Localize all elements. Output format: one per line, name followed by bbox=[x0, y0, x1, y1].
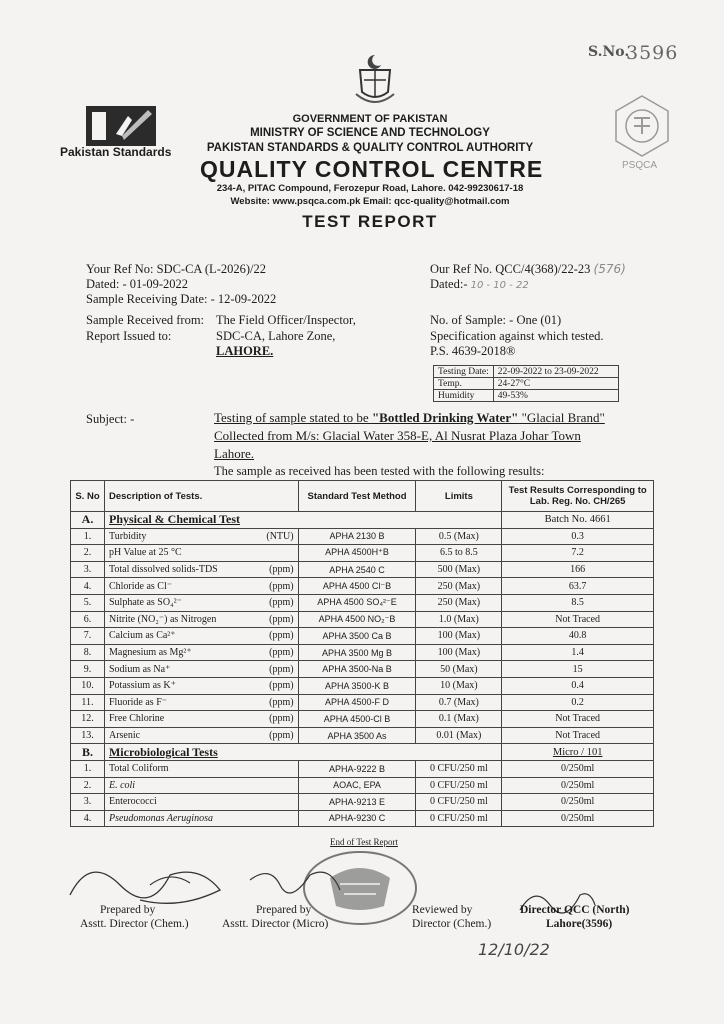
row-description: Total Coliform bbox=[104, 760, 298, 777]
row-description bbox=[104, 694, 298, 711]
row-description-text: Sulphate as SO₄²⁻ bbox=[108, 597, 182, 609]
row-description bbox=[104, 711, 298, 728]
row-description: Enterococci bbox=[104, 794, 298, 811]
table-row bbox=[71, 528, 654, 545]
row-description bbox=[104, 644, 298, 661]
table-row bbox=[71, 561, 654, 578]
table-row bbox=[71, 545, 654, 562]
table-row bbox=[71, 628, 654, 645]
row-description: E. coli bbox=[104, 777, 298, 794]
condition-value: 22-09-2022 to 23-09-2022 bbox=[493, 366, 618, 378]
row-description bbox=[104, 561, 298, 578]
our-ref-handwritten: (576) bbox=[593, 262, 626, 276]
row-number: 3. bbox=[71, 561, 105, 578]
table-row bbox=[71, 711, 654, 728]
row-result: 166 bbox=[502, 561, 654, 578]
row-limit: 0 CFU/250 ml bbox=[416, 777, 502, 794]
report-title: TEST REPORT bbox=[302, 212, 438, 231]
table-header-row bbox=[71, 481, 654, 512]
row-result: 0.3 bbox=[502, 528, 654, 545]
section-b-title bbox=[104, 744, 501, 761]
section-b-row bbox=[71, 744, 654, 761]
row-unit: (ppm) bbox=[269, 713, 294, 725]
row-result: 0/250ml bbox=[502, 810, 654, 827]
section-a-row bbox=[71, 512, 654, 529]
no-of-sample: No. of Sample: - One (01) bbox=[430, 313, 562, 327]
row-number: 10. bbox=[71, 677, 105, 694]
row-description-text: Turbidity bbox=[108, 530, 147, 542]
row-result: Not Traced bbox=[502, 711, 654, 728]
row-result: 7.2 bbox=[502, 545, 654, 562]
emblem-icon bbox=[352, 52, 398, 110]
row-description bbox=[104, 594, 298, 611]
row-description-text: Calcium as Ca²⁺ bbox=[108, 630, 176, 642]
table-row bbox=[71, 694, 654, 711]
signature-scribble-2-icon bbox=[240, 860, 360, 910]
psqca-logo-icon bbox=[610, 94, 674, 158]
prepared-by-micro: Prepared by bbox=[256, 904, 312, 916]
table-row bbox=[71, 794, 654, 811]
psqca-logo bbox=[610, 94, 674, 158]
row-method: APHA 4500 NO₂⁻B bbox=[298, 611, 416, 628]
row-number: 12. bbox=[71, 711, 105, 728]
row-method: APHA-9213 E bbox=[298, 794, 416, 811]
row-description bbox=[104, 661, 298, 678]
row-description bbox=[104, 545, 298, 562]
row-limit: 100 (Max) bbox=[416, 628, 502, 645]
subject-brand: "Glacial Brand" bbox=[518, 410, 605, 425]
row-result: 1.4 bbox=[502, 644, 654, 661]
condition-value: 49-53% bbox=[493, 390, 618, 402]
row-description bbox=[104, 727, 298, 744]
reviewed-by-title: Director (Chem.) bbox=[412, 918, 492, 930]
serial-number: 3596 bbox=[626, 42, 679, 64]
row-number: 5. bbox=[71, 594, 105, 611]
dated-right bbox=[430, 277, 529, 292]
row-unit: (ppm) bbox=[269, 730, 294, 742]
row-result: 0/250ml bbox=[502, 794, 654, 811]
section-a-batch: Batch No. 4661 bbox=[502, 512, 654, 529]
table-row bbox=[71, 760, 654, 777]
national-emblem bbox=[352, 52, 398, 110]
row-description-text: Arsenic bbox=[108, 730, 141, 742]
row-method: APHA 4500 Cl⁻B bbox=[298, 578, 416, 595]
table-row bbox=[71, 661, 654, 678]
condition-label: Temp. bbox=[434, 378, 494, 390]
header-description: Description of Tests. bbox=[104, 481, 298, 512]
condition-row bbox=[434, 366, 619, 378]
row-method: APHA 4500-F D bbox=[298, 694, 416, 711]
table-row bbox=[71, 644, 654, 661]
row-method: APHA 4500-Cl B bbox=[298, 711, 416, 728]
prepared-by-chem-title: Asstt. Director (Chem.) bbox=[80, 918, 189, 930]
row-method: APHA-9222 B bbox=[298, 760, 416, 777]
row-result: 8.5 bbox=[502, 594, 654, 611]
your-ref: Your Ref No: SDC-CA (L-2026)/22 bbox=[86, 262, 266, 276]
row-description-text: Total dissolved solids-TDS bbox=[108, 564, 218, 576]
header-limits: Limits bbox=[416, 481, 502, 512]
pakistan-standards-caption: Pakistan Standards bbox=[60, 145, 172, 159]
section-b-title-text: Microbiological Tests bbox=[108, 744, 218, 759]
specification-value: P.S. 4639-2018® bbox=[430, 344, 516, 358]
row-limit: 1.0 (Max) bbox=[416, 611, 502, 628]
row-description-text: Potassium as K⁺ bbox=[108, 680, 176, 692]
header-results: Test Results Corresponding to Lab. Reg. No. CH/265 bbox=[502, 481, 654, 512]
row-description-text: Fluoride as F⁻ bbox=[108, 696, 168, 708]
row-result: 40.8 bbox=[502, 628, 654, 645]
row-limit: 0.7 (Max) bbox=[416, 694, 502, 711]
serial-label: S.No. bbox=[588, 44, 630, 60]
issued-to-value: SDC-CA, Lahore Zone, bbox=[216, 329, 336, 343]
microbiological-rows bbox=[71, 760, 654, 826]
director-title: Director QCC (North) bbox=[520, 904, 630, 916]
row-method: APHA 3500-Na B bbox=[298, 661, 416, 678]
condition-value: 24-27°C bbox=[493, 378, 618, 390]
section-a-title-text: Physical & Chemical Test bbox=[108, 512, 240, 527]
row-unit: (ppm) bbox=[269, 597, 294, 609]
section-a-letter: A. bbox=[71, 512, 105, 529]
row-number: 8. bbox=[71, 644, 105, 661]
row-unit: (NTU) bbox=[266, 530, 294, 542]
row-method: AOAC, EPA bbox=[298, 777, 416, 794]
subject-label: Subject: - bbox=[86, 412, 135, 426]
physical-chemical-rows bbox=[71, 528, 654, 744]
row-result: 0/250ml bbox=[502, 760, 654, 777]
row-number: 4. bbox=[71, 578, 105, 595]
row-unit: (ppm) bbox=[269, 630, 294, 642]
row-number: 4. bbox=[71, 810, 105, 827]
section-b-batch-text: Micro / 101 bbox=[552, 746, 603, 758]
header-method: Standard Test Method bbox=[298, 481, 416, 512]
row-method: APHA 3500 Ca B bbox=[298, 628, 416, 645]
issued-city: LAHORE. bbox=[216, 344, 274, 358]
row-method: APHA-9230 C bbox=[298, 810, 416, 827]
row-number: 7. bbox=[71, 628, 105, 645]
row-limit: 6.5 to 8.5 bbox=[416, 545, 502, 562]
row-description-text: Chloride as Cl⁻ bbox=[108, 580, 173, 592]
row-result: 0.4 bbox=[502, 677, 654, 694]
row-limit: 100 (Max) bbox=[416, 644, 502, 661]
subject-line-1 bbox=[214, 410, 605, 426]
row-unit: (ppm) bbox=[269, 647, 294, 659]
reviewed-by: Reviewed by bbox=[412, 904, 473, 916]
row-number: 2. bbox=[71, 545, 105, 562]
row-limit: 250 (Max) bbox=[416, 578, 502, 595]
section-b-letter: B. bbox=[71, 744, 105, 761]
row-limit: 0.5 (Max) bbox=[416, 528, 502, 545]
row-description bbox=[104, 578, 298, 595]
table-row bbox=[71, 578, 654, 595]
row-method: APHA 3500-K B bbox=[298, 677, 416, 694]
header-ministry: MINISTRY OF SCIENCE AND TECHNOLOGY bbox=[250, 127, 490, 139]
pakistan-standards-logo-icon bbox=[78, 104, 164, 148]
row-description-text: Free Chlorine bbox=[108, 713, 165, 725]
row-limit: 10 (Max) bbox=[416, 677, 502, 694]
row-unit: (ppm) bbox=[269, 696, 294, 708]
row-result: 63.7 bbox=[502, 578, 654, 595]
signature-scribble-icon bbox=[60, 855, 260, 915]
row-method: APHA 2130 B bbox=[298, 528, 416, 545]
our-ref-text: Our Ref No. QCC/4(368)/22-23 bbox=[430, 262, 591, 276]
condition-row bbox=[434, 390, 619, 402]
row-method: APHA 4500H⁺B bbox=[298, 545, 416, 562]
section-a-title bbox=[104, 512, 501, 529]
row-limit: 0 CFU/250 ml bbox=[416, 810, 502, 827]
row-description-text: Sodium as Na⁺ bbox=[108, 663, 171, 675]
sample-receiving-date: Sample Receiving Date: - 12-09-2022 bbox=[86, 292, 277, 306]
received-from-label: Sample Received from: bbox=[86, 313, 205, 327]
row-result: Not Traced bbox=[502, 727, 654, 744]
row-number: 11. bbox=[71, 694, 105, 711]
row-unit: (ppm) bbox=[269, 680, 294, 692]
issued-to-label: Report Issued to: bbox=[86, 329, 172, 343]
row-description bbox=[104, 528, 298, 545]
row-limit: 0.1 (Max) bbox=[416, 711, 502, 728]
row-method: APHA 3500 As bbox=[298, 727, 416, 744]
dated-right-label: Dated:- bbox=[430, 277, 468, 291]
prepared-by-chem: Prepared by bbox=[100, 904, 156, 916]
subject-line-3: Lahore. bbox=[214, 446, 255, 461]
table-row bbox=[71, 777, 654, 794]
condition-label: Testing Date: bbox=[434, 366, 494, 378]
row-number: 1. bbox=[71, 528, 105, 545]
row-method: APHA 4500 SO₄²⁻E bbox=[298, 594, 416, 611]
our-ref bbox=[430, 262, 626, 277]
row-description bbox=[104, 677, 298, 694]
row-unit: (ppm) bbox=[269, 580, 294, 592]
subject-testing: Testing of sample stated to be bbox=[214, 410, 372, 425]
row-limit: 500 (Max) bbox=[416, 561, 502, 578]
results-table bbox=[70, 480, 654, 827]
row-unit: (ppm) bbox=[269, 613, 294, 625]
condition-row bbox=[434, 378, 619, 390]
row-limit: 250 (Max) bbox=[416, 594, 502, 611]
table-row bbox=[71, 810, 654, 827]
header-address: 234-A, PITAC Compound, Ferozepur Road, Lahore. 042-99230617-18 bbox=[216, 183, 524, 194]
row-unit: (ppm) bbox=[269, 663, 294, 675]
row-limit: 50 (Max) bbox=[416, 661, 502, 678]
row-description bbox=[104, 611, 298, 628]
row-description-text: pH Value at 25 °C bbox=[108, 547, 182, 559]
header-authority: PAKISTAN STANDARDS & QUALITY CONTROL AUTHORITY bbox=[206, 142, 534, 154]
row-method: APHA 3500 Mg B bbox=[298, 644, 416, 661]
testing-conditions-table bbox=[433, 365, 619, 402]
table-row bbox=[71, 727, 654, 744]
handwritten-date: 12/10/22 bbox=[478, 940, 550, 959]
prepared-by-micro-title: Asstt. Director (Micro) bbox=[222, 918, 329, 930]
dated-left: Dated: - 01-09-2022 bbox=[86, 277, 189, 291]
header-contact: Website: www.psqca.com.pk Email: qcc-quality@hotmail.com bbox=[230, 196, 510, 207]
table-row bbox=[71, 677, 654, 694]
header-government: GOVERNMENT OF PAKISTAN bbox=[292, 113, 448, 125]
row-limit: 0 CFU/250 ml bbox=[416, 760, 502, 777]
row-unit: (ppm) bbox=[269, 564, 294, 576]
section-b-batch bbox=[502, 744, 654, 761]
end-of-report: End of Test Report bbox=[330, 837, 398, 847]
table-row bbox=[71, 594, 654, 611]
row-number: 3. bbox=[71, 794, 105, 811]
condition-label: Humidity bbox=[434, 390, 494, 402]
row-result: 0/250ml bbox=[502, 777, 654, 794]
row-description: Pseudomonas Aeruginosa bbox=[104, 810, 298, 827]
row-result: 0.2 bbox=[502, 694, 654, 711]
row-limit: 0 CFU/250 ml bbox=[416, 794, 502, 811]
pakistan-standards-logo bbox=[78, 104, 164, 148]
director-location: Lahore(3596) bbox=[546, 918, 613, 930]
row-description-text: Magnesium as Mg²⁺ bbox=[108, 647, 192, 659]
subject-product: "Bottled Drinking Water" bbox=[371, 410, 519, 425]
row-number: 13. bbox=[71, 727, 105, 744]
row-result: 15 bbox=[502, 661, 654, 678]
dated-right-handwritten: 10 - 10 - 22 bbox=[470, 280, 529, 291]
row-number: 2. bbox=[71, 777, 105, 794]
header-centre: QUALITY CONTROL CENTRE bbox=[200, 156, 544, 182]
table-row bbox=[71, 611, 654, 628]
row-result: Not Traced bbox=[502, 611, 654, 628]
results-intro: The sample as received has been tested with the following results: bbox=[214, 464, 545, 478]
received-from-value: The Field Officer/Inspector, bbox=[216, 313, 356, 327]
row-method: APHA 2540 C bbox=[298, 561, 416, 578]
subject-line-2: Collected from M/s: Glacial Water 358-E, Al Nusrat Plaza Johar Town bbox=[214, 428, 581, 443]
row-number: 9. bbox=[71, 661, 105, 678]
row-number: 1. bbox=[71, 760, 105, 777]
row-number: 6. bbox=[71, 611, 105, 628]
row-description bbox=[104, 628, 298, 645]
psqca-caption: PSQCA bbox=[622, 160, 658, 171]
row-limit: 0.01 (Max) bbox=[416, 727, 502, 744]
row-description-text: Nitrite (NO₂⁻) as Nitrogen bbox=[108, 613, 217, 625]
specification-label: Specification against which tested. bbox=[430, 329, 604, 343]
header-sno: S. No bbox=[71, 481, 105, 512]
